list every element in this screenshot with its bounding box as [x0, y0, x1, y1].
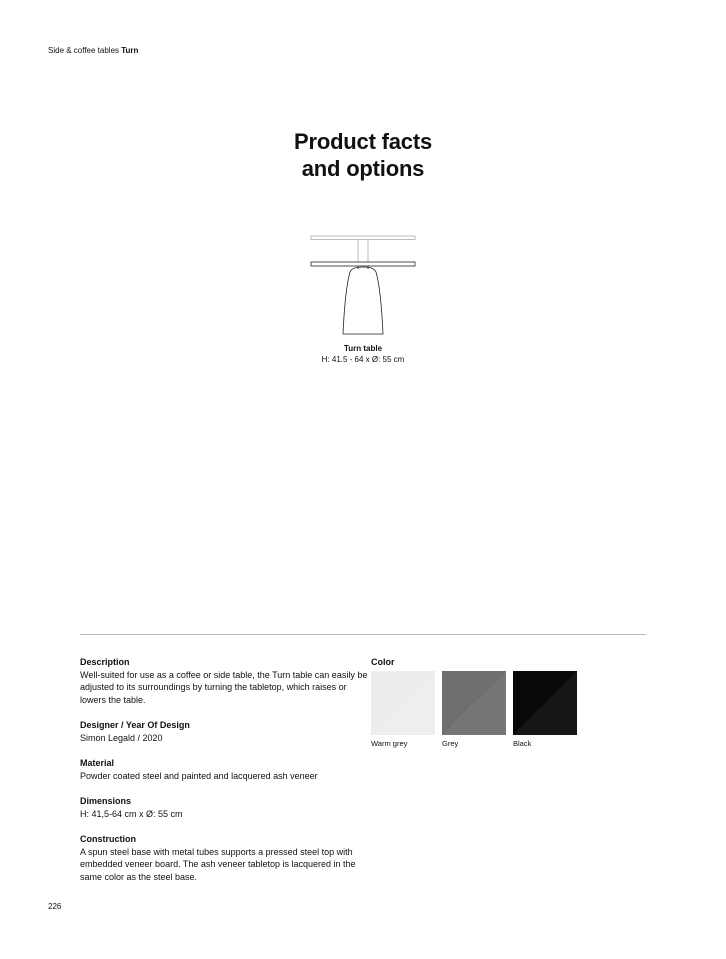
spec-label: Construction — [80, 834, 136, 844]
spec-value: Powder coated steel and painted and lacquered ash veneer — [80, 770, 318, 781]
spec-label: Designer / Year Of Design — [80, 720, 190, 730]
page-title — [0, 128, 726, 182]
breadcrumb-product: Turn — [121, 46, 139, 55]
swatch-label: Black — [513, 738, 532, 748]
spec-value: Simon Legald / 2020 — [80, 732, 163, 743]
page-number: 226 — [48, 902, 62, 911]
color-swatch — [442, 671, 506, 735]
breadcrumb — [48, 46, 138, 55]
color-swatch — [513, 671, 577, 735]
swatch-warm-grey — [371, 671, 435, 748]
spec-list — [80, 656, 370, 896]
spec-value: H: 41,5-64 cm x Ø: 55 cm — [80, 808, 183, 819]
spec-material — [80, 757, 370, 782]
product-name: Turn table — [343, 344, 383, 353]
swatch-label: Warm grey — [371, 738, 408, 748]
section-divider — [80, 634, 646, 635]
spec-construction — [80, 833, 370, 883]
spec-dimensions — [80, 795, 370, 820]
page-title-line2: and options — [301, 156, 425, 181]
swatch-label: Grey — [442, 738, 459, 748]
color-swatch — [371, 671, 435, 735]
spec-label: Material — [80, 758, 115, 768]
swatch-black — [513, 671, 577, 748]
swatch-grey — [442, 671, 506, 748]
swatch-row — [371, 671, 631, 748]
spec-designer — [80, 719, 370, 744]
spec-value: A spun steel base with metal tubes supports a pressed steel top with embedded veneer board. The ash veneer tabletop is lacquered in the same color as the steel base. — [80, 846, 356, 882]
turn-table-line-drawing — [306, 232, 420, 342]
color-options — [371, 656, 631, 748]
breadcrumb-category: Side & coffee tables — [48, 46, 120, 55]
page-title-line1: Product facts — [294, 129, 432, 154]
color-title: Color — [371, 657, 395, 667]
spec-label: Description — [80, 657, 130, 667]
spec-label: Dimensions — [80, 796, 132, 806]
product-dimensions: H: 41.5 - 64 x Ø: 55 cm — [321, 355, 405, 364]
spec-value: Well-suited for use as a coffee or side table, the Turn table can easily be adjusted to its surroundings by turning the tabletop, which raises or lowers the table. — [80, 669, 368, 705]
spec-description — [80, 656, 370, 706]
